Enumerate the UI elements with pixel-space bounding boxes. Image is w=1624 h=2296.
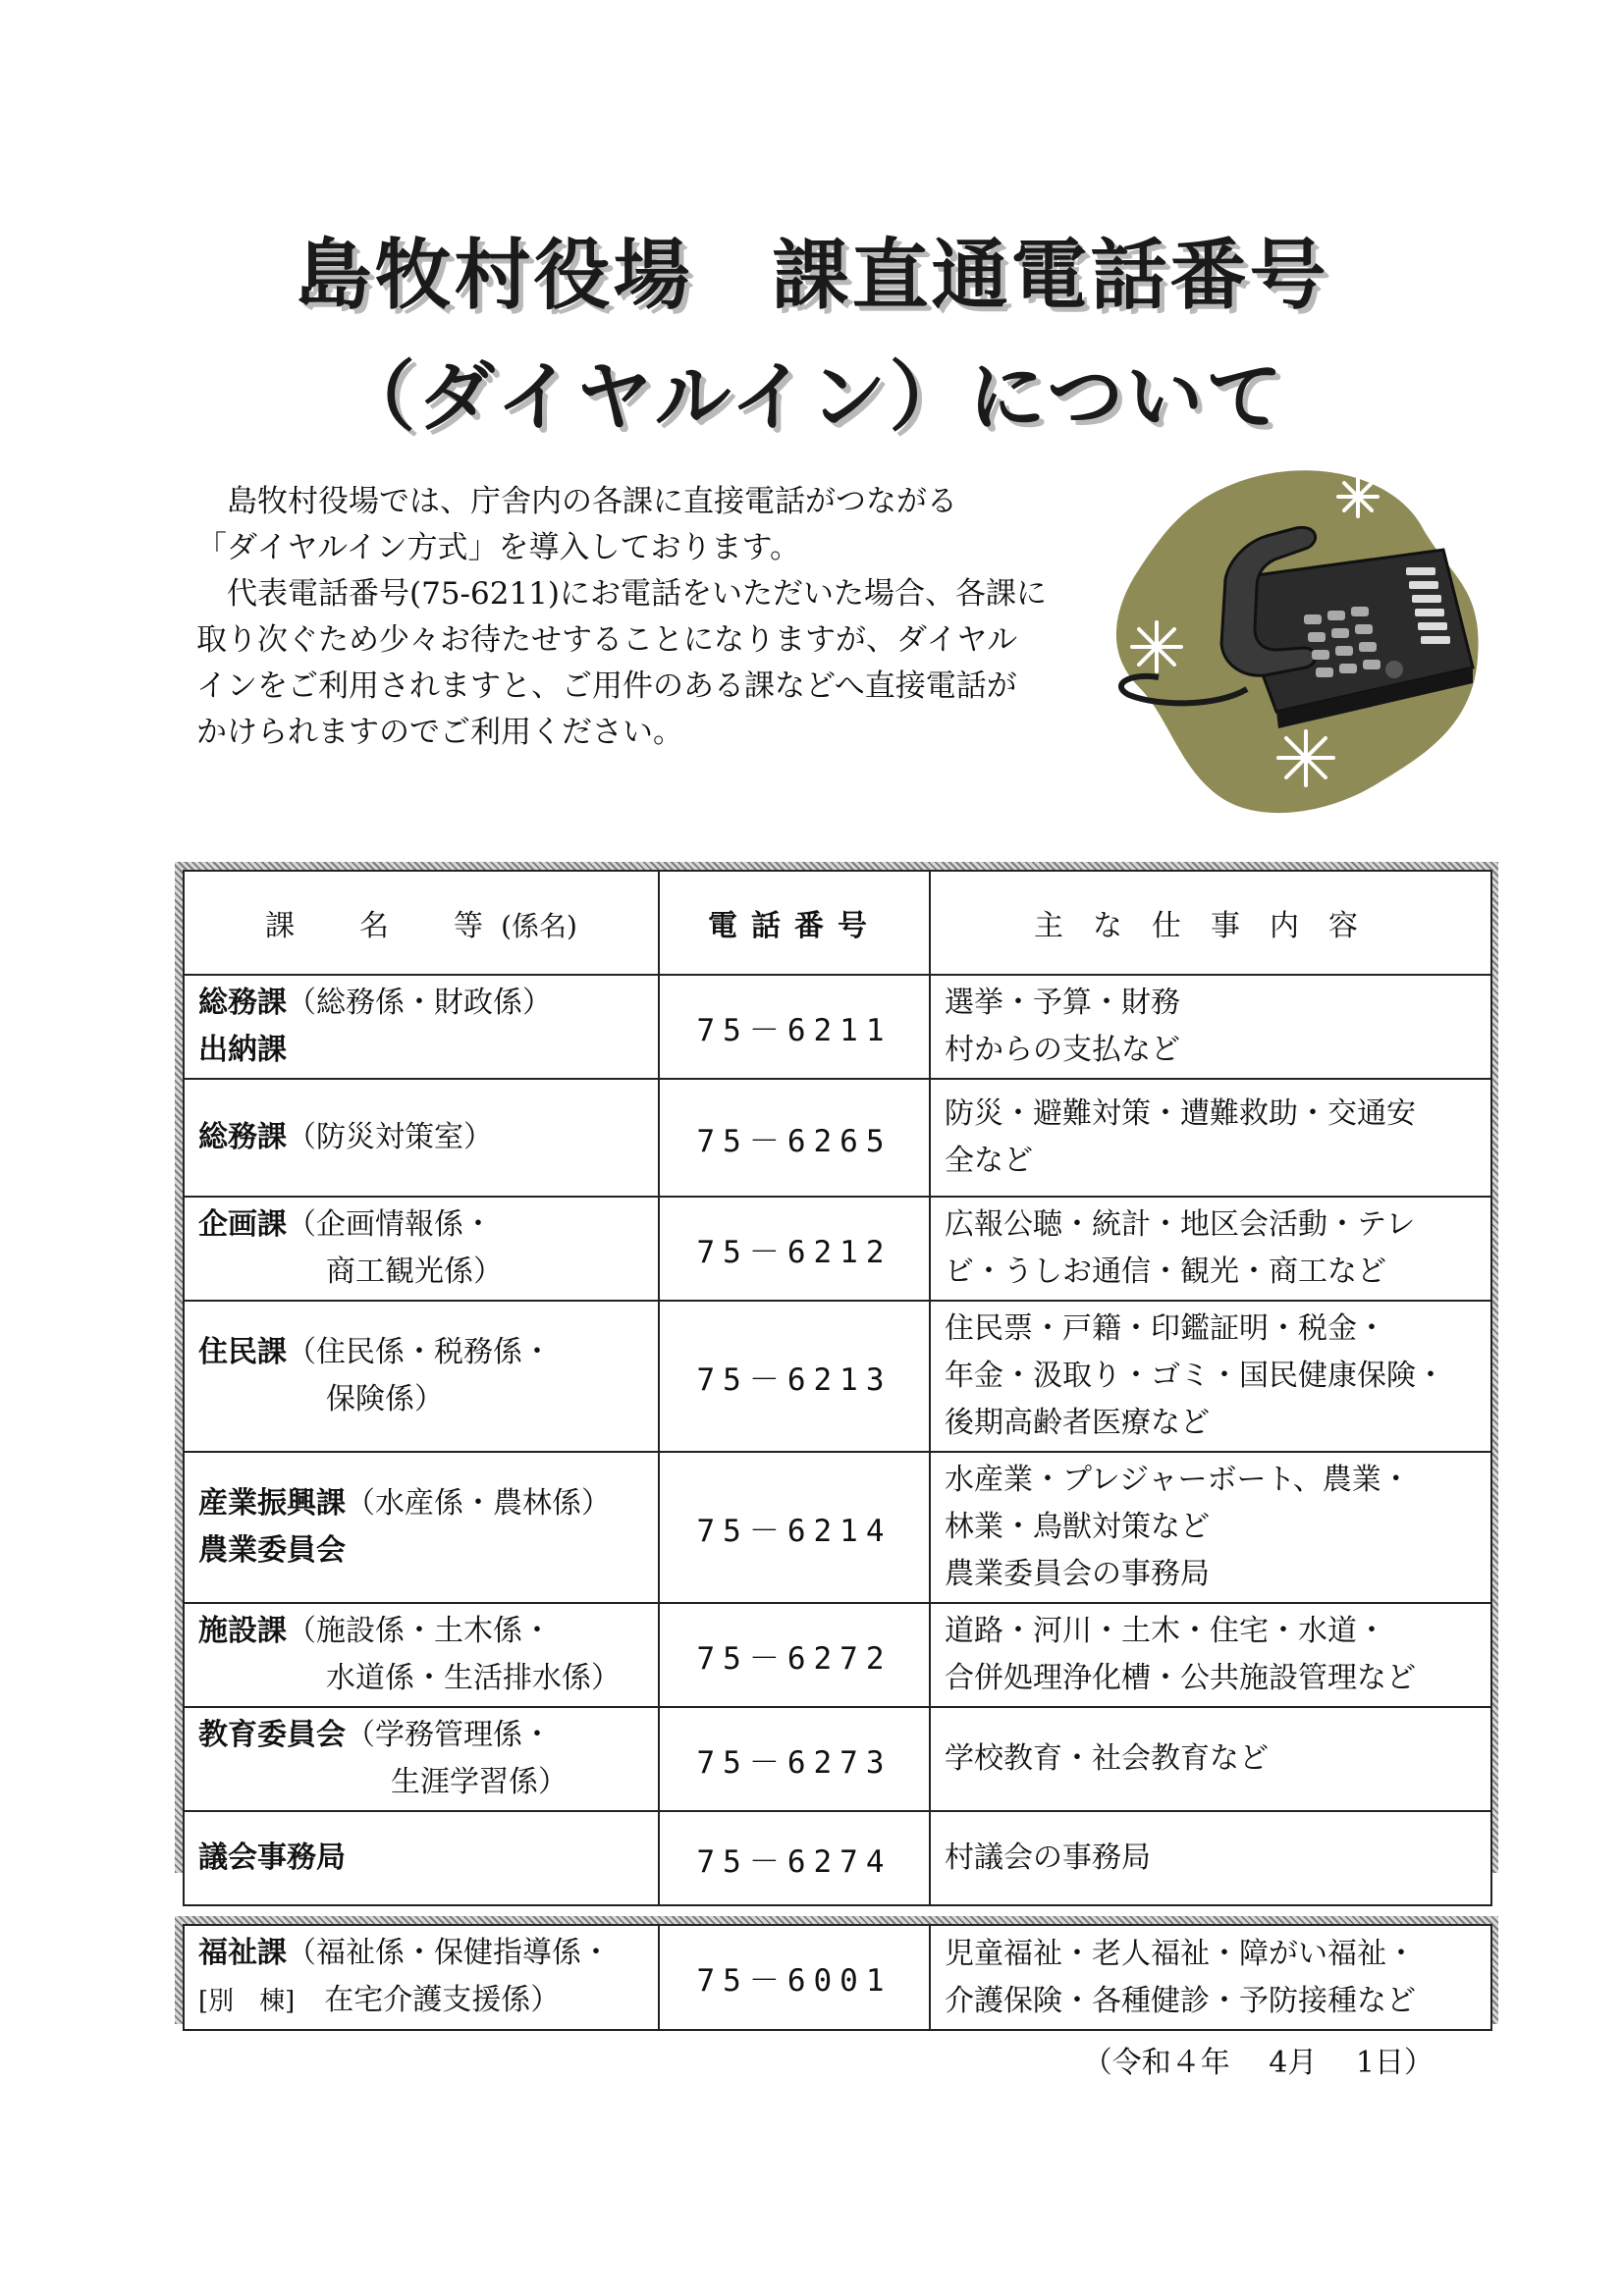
- section-name: 生涯学習係）: [391, 1765, 568, 1799]
- dept-name: 産業振興課: [198, 1486, 346, 1521]
- duties-cell: [930, 1603, 1491, 1707]
- table-row: [184, 975, 1491, 1079]
- section-name: （住民係・税務係・: [287, 1335, 552, 1369]
- duty-line: 道路・河川・土木・住宅・水道・: [945, 1614, 1386, 1648]
- duties-cell: [930, 1925, 1491, 2030]
- intro-line: 「ダイヤルイン方式」を導入しております。: [196, 530, 801, 565]
- telephone-icon: [1100, 461, 1492, 838]
- duty-line: 住民票・戸籍・印鑑証明・税金・: [945, 1311, 1386, 1346]
- duty-line: 児童福祉・老人福祉・障がい福祉・: [945, 1936, 1416, 1971]
- page-subtitle: （ダイヤルイン）について: [338, 353, 1286, 442]
- duty-line: 林業・鳥獣対策など: [945, 1510, 1210, 1544]
- section-name: （総務係・財政係）: [287, 986, 552, 1020]
- table-row: [184, 1079, 1491, 1197]
- dept-name: 住民課: [198, 1335, 287, 1369]
- page-title: 島牧村役場 課直通電話番号: [295, 232, 1329, 320]
- section-name: （企画情報係・: [287, 1207, 493, 1242]
- phone-number: 75－6211: [659, 975, 930, 1079]
- phone-number: 75－6001: [659, 1925, 930, 2030]
- annex-table: [183, 1924, 1492, 2031]
- table-row: [184, 1811, 1491, 1905]
- duties-cell: [930, 1079, 1491, 1197]
- dept-name: 福祉課: [198, 1936, 287, 1970]
- dept-cell: [184, 975, 659, 1079]
- duty-line: 選挙・予算・財務: [945, 986, 1180, 1020]
- intro-line: 取り次ぐため少々お待たせすることになりますが、ダイヤル: [196, 622, 1018, 658]
- dept-name: 施設課: [198, 1614, 287, 1648]
- dept-cell: [184, 1707, 659, 1811]
- intro-text: [196, 479, 1080, 756]
- section-name: （学務管理係・: [346, 1718, 552, 1752]
- dept-cell: [184, 1079, 659, 1197]
- duties-cell: [930, 975, 1491, 1079]
- dept-name: 農業委員会: [198, 1533, 346, 1568]
- intro-line: 島牧村役場では、庁舎内の各課に直接電話がつながる: [196, 484, 957, 519]
- duty-line: ビ・うしお通信・観光・商工など: [945, 1255, 1386, 1289]
- duty-line: 全など: [945, 1144, 1033, 1178]
- duties-cell: [930, 1707, 1491, 1811]
- dept-header-sub: (係名): [501, 910, 577, 942]
- duty-line: 防災・避難対策・遭難救助・交通安: [945, 1096, 1416, 1131]
- duty-line: 村からの支払など: [945, 1033, 1180, 1067]
- phone-directory-frame: [175, 862, 1498, 1880]
- issue-date: （令和４年 4月 1日）: [1082, 2046, 1434, 2080]
- dept-header: [184, 871, 659, 975]
- section-name: （水産係・農林係）: [346, 1486, 611, 1521]
- annex-frame: [175, 1916, 1498, 2024]
- dept-cell: [184, 1603, 659, 1707]
- phone-number: 75－6213: [659, 1301, 930, 1452]
- duty-line: 介護保険・各種健診・予防接種など: [945, 1983, 1416, 2018]
- duty-line: 農業委員会の事務局: [945, 1557, 1210, 1591]
- phone-number: 75－6214: [659, 1452, 930, 1603]
- duties-header: 主な仕事内容: [930, 871, 1491, 975]
- dept-name: 教育委員会: [198, 1718, 346, 1752]
- phone-number: 75－6272: [659, 1603, 930, 1707]
- duty-line: 合併処理浄化槽・公共施設管理など: [945, 1661, 1416, 1695]
- section-name: 保険係）: [326, 1382, 444, 1416]
- dept-cell: [184, 1197, 659, 1301]
- dept-cell: [184, 1301, 659, 1452]
- duties-cell: [930, 1301, 1491, 1452]
- duties-cell: [930, 1811, 1491, 1905]
- phone-directory-table: [183, 870, 1492, 1906]
- duties-cell: [930, 1452, 1491, 1603]
- table-row: [184, 1452, 1491, 1603]
- dept-name: 総務課: [198, 986, 287, 1020]
- intro-line: 代表電話番号(75-6211)にお電話をいただいた場合、各課に: [196, 576, 1047, 612]
- section-name: （施設係・土木係・: [287, 1614, 552, 1648]
- phone-number: 75－6274: [659, 1811, 930, 1905]
- section-name: 水道係・生活排水係）: [326, 1661, 621, 1695]
- phone-number: 75－6273: [659, 1707, 930, 1811]
- table-row: [184, 1925, 1491, 2030]
- annex-label: [別 棟]: [198, 1987, 296, 2016]
- dept-header-label: 課 名 等: [265, 909, 502, 943]
- section-name: （防災対策室）: [287, 1120, 493, 1154]
- section-name: （福祉係・保健指導係・: [287, 1936, 611, 1970]
- dept-name: 議会事務局: [198, 1841, 346, 1875]
- dept-cell: [184, 1925, 659, 2030]
- intro-line: インをご利用されますと、ご用件のある課などへ直接電話が: [196, 668, 1017, 704]
- phone-number: 75－6212: [659, 1197, 930, 1301]
- dept-cell: [184, 1452, 659, 1603]
- duty-line: 年金・汲取り・ゴミ・国民健康保険・: [945, 1359, 1445, 1393]
- phone-number: 75－6265: [659, 1079, 930, 1197]
- section-name: 在宅介護支援係）: [324, 1983, 561, 2017]
- intro-line: かけられますのでご利用ください。: [196, 715, 683, 750]
- dept-name: 総務課: [198, 1120, 287, 1154]
- section-name: 商工観光係）: [326, 1255, 503, 1289]
- duty-line: 村議会の事務局: [945, 1841, 1151, 1875]
- table-row: [184, 1707, 1491, 1811]
- table-header-row: [184, 871, 1491, 975]
- duty-line: 後期高齢者医療など: [945, 1406, 1210, 1440]
- dept-cell: [184, 1811, 659, 1905]
- dept-name: 出納課: [198, 1033, 287, 1067]
- table-row: [184, 1301, 1491, 1452]
- phone-header: 電話番号: [659, 871, 930, 975]
- table-row: [184, 1197, 1491, 1301]
- table-row: [184, 1603, 1491, 1707]
- dept-name: 企画課: [198, 1207, 287, 1242]
- duties-cell: [930, 1197, 1491, 1301]
- duty-line: 学校教育・社会教育など: [945, 1741, 1269, 1776]
- duty-line: 水産業・プレジャーボート、農業・: [945, 1463, 1411, 1497]
- duty-line: 広報公聴・統計・地区会活動・テレ: [945, 1207, 1416, 1242]
